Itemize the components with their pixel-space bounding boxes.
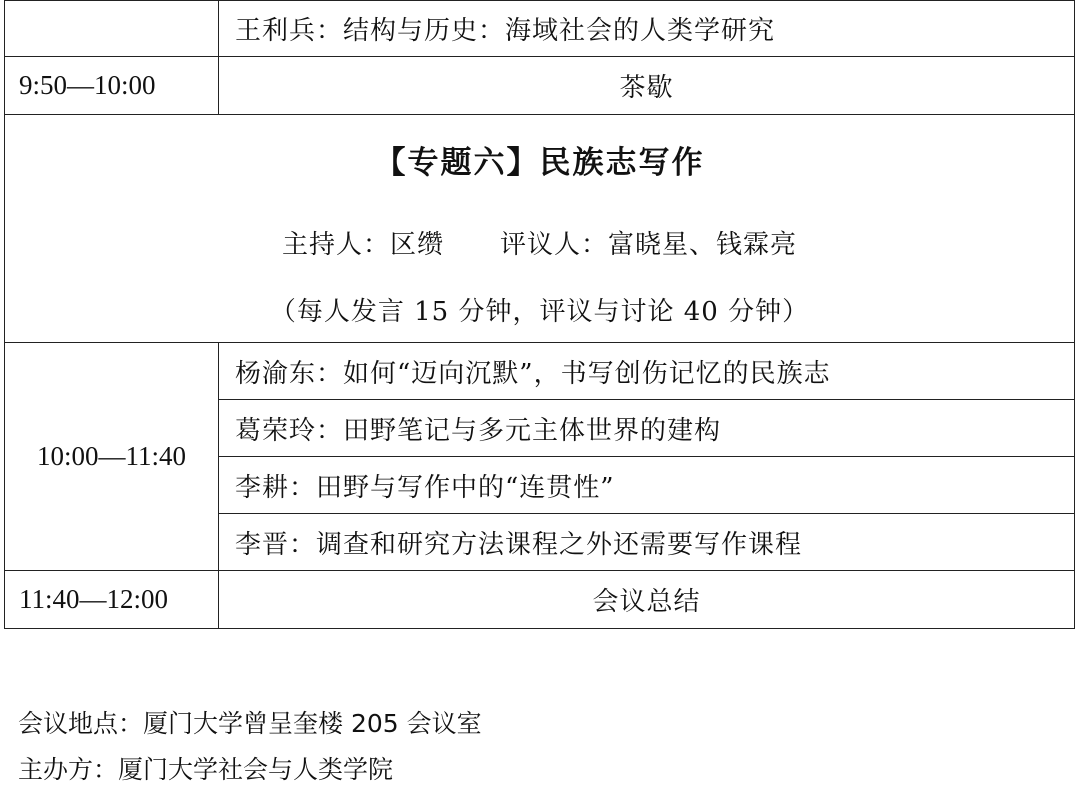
talk-item: 李耕：田野与写作中的“连贯性” (219, 457, 1075, 514)
venue-text: 会议地点：厦门大学曾呈奎楼 205 会议室 (18, 709, 482, 738)
time-cell: 9:50—10:00 (5, 57, 219, 115)
talk-item: 杨渝东：如何“迈向沉默”，书写创伤记忆的民族志 (219, 343, 1075, 400)
schedule-table (4, 0, 1075, 629)
break-item: 茶歇 (219, 57, 1075, 115)
table-row (5, 343, 1075, 400)
closing-item: 会议总结 (219, 571, 1075, 629)
session-title: 【专题六】民族志写作 (374, 145, 705, 181)
table-row (5, 57, 1075, 115)
time-cell: 10:00—11:40 (5, 343, 219, 571)
table-row (5, 1, 1075, 57)
talk-item: 葛荣玲：田野笔记与多元主体世界的建构 (219, 400, 1075, 457)
session-note: （每人发言 15 分钟，评议与讨论 40 分钟） (269, 297, 810, 327)
organizer-text: 主办方：厦门大学社会与人类学院 (18, 755, 394, 784)
session-hosts (5, 224, 1074, 261)
table-row (5, 571, 1075, 629)
session-header-row (5, 115, 1075, 343)
talk-item: 王利兵：结构与历史：海域社会的人类学研究 (219, 1, 1075, 57)
talk-item: 李晋：调查和研究方法课程之外还需要写作课程 (219, 514, 1075, 571)
session-host: 主持人：区缵 (281, 230, 444, 260)
time-cell-empty (5, 1, 219, 57)
session-commentators: 评议人：富晓星、钱霖亮 (500, 230, 798, 260)
time-cell: 11:40—12:00 (5, 571, 219, 629)
session-header (5, 115, 1075, 343)
